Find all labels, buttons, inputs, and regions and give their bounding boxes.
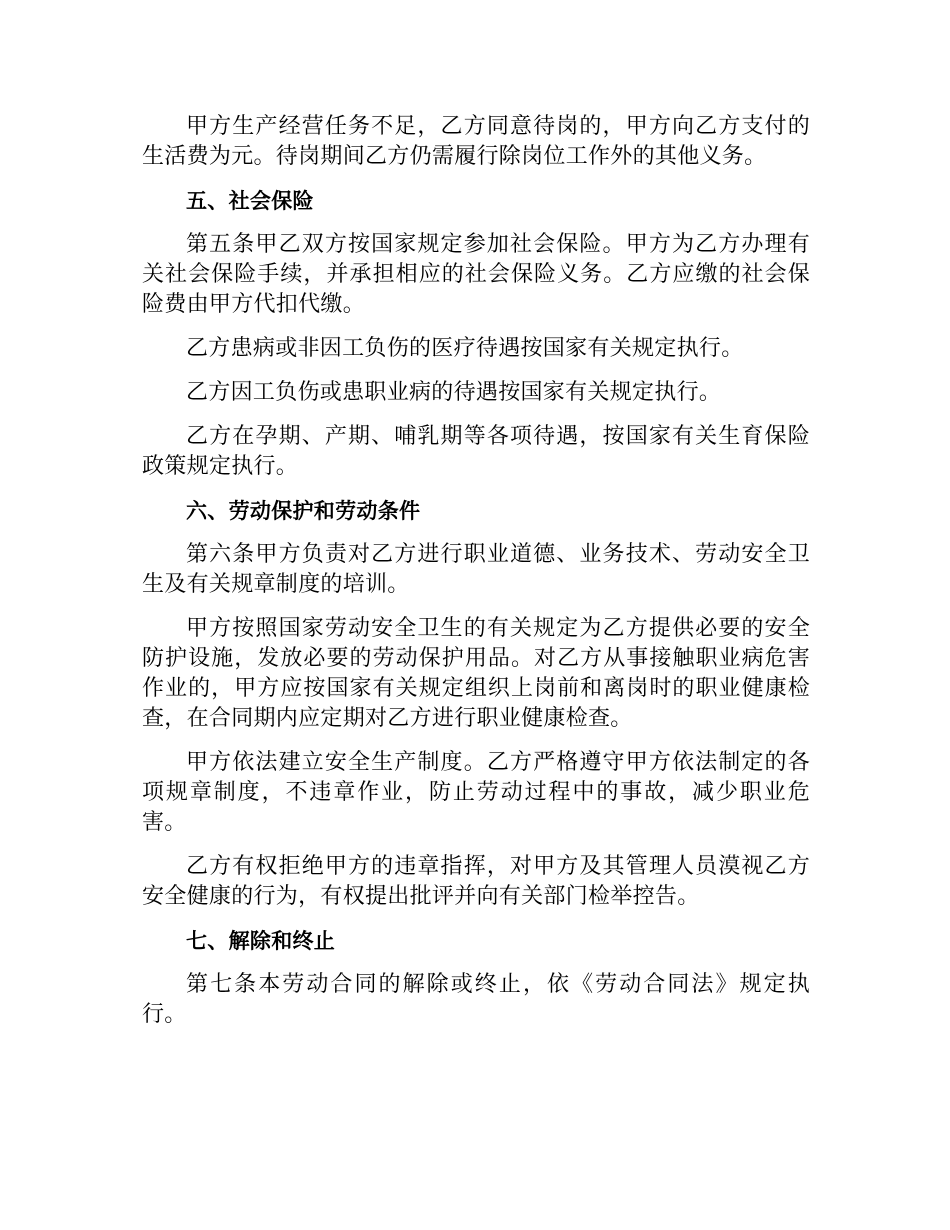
paragraph-maternity: 乙方在孕期、产期、哺乳期等各项待遇，按国家有关生育保险政策规定执行。 (142, 424, 810, 479)
paragraph-standby-pay: 甲方生产经营任务不足，乙方同意待岗的，甲方向乙方支付的生活费为元。待岗期间乙方仍需履行除岗位工作外的其他义务。 (142, 114, 810, 169)
paragraph-safety-facilities: 甲方按照国家劳动安全卫生的有关规定为乙方提供必要的安全防护设施，发放必要的劳动保护用品。对乙方从事接触职业病危害作业的，甲方应按国家有关规定组织上岗前和离岗时的职业健康检查，在合同期内应定期对乙方进行职业健康检查。 (142, 616, 810, 731)
paragraph-article-7: 第七条本劳动合同的解除或终止，依《劳动合同法》规定执行。 (142, 972, 810, 1027)
paragraph-illness-treatment: 乙方患病或非因工负伤的医疗待遇按国家有关规定执行。 (186, 336, 744, 361)
section-heading-termination: 七、解除和终止 (186, 929, 336, 953)
paragraph-article-5: 第五条甲乙双方按国家规定参加社会保险。甲方为乙方办理有关社会保险手续，并承担相应的社会保险义务。乙方应缴的社会保险费由甲方代扣代缴。 (142, 232, 810, 317)
paragraph-work-injury: 乙方因工负伤或患职业病的待遇按国家有关规定执行。 (186, 380, 722, 405)
paragraph-safety-rules: 甲方依法建立安全生产制度。乙方严格遵守甲方依法制定的各项规章制度，不违章作业，防止劳动过程中的事故，减少职业危害。 (142, 750, 810, 835)
paragraph-right-to-refuse: 乙方有权拒绝甲方的违章指挥，对甲方及其管理人员漠视乙方安全健康的行为，有权提出批评并向有关部门检举控告。 (142, 854, 810, 909)
section-heading-labor-protection: 六、劳动保护和劳动条件 (186, 499, 421, 523)
paragraph-article-6: 第六条甲方负责对乙方进行职业道德、业务技术、劳动安全卫生及有关规章制度的培训。 (142, 542, 810, 597)
document-page (142, 112, 810, 1044)
section-heading-social-insurance: 五、社会保险 (186, 189, 314, 213)
